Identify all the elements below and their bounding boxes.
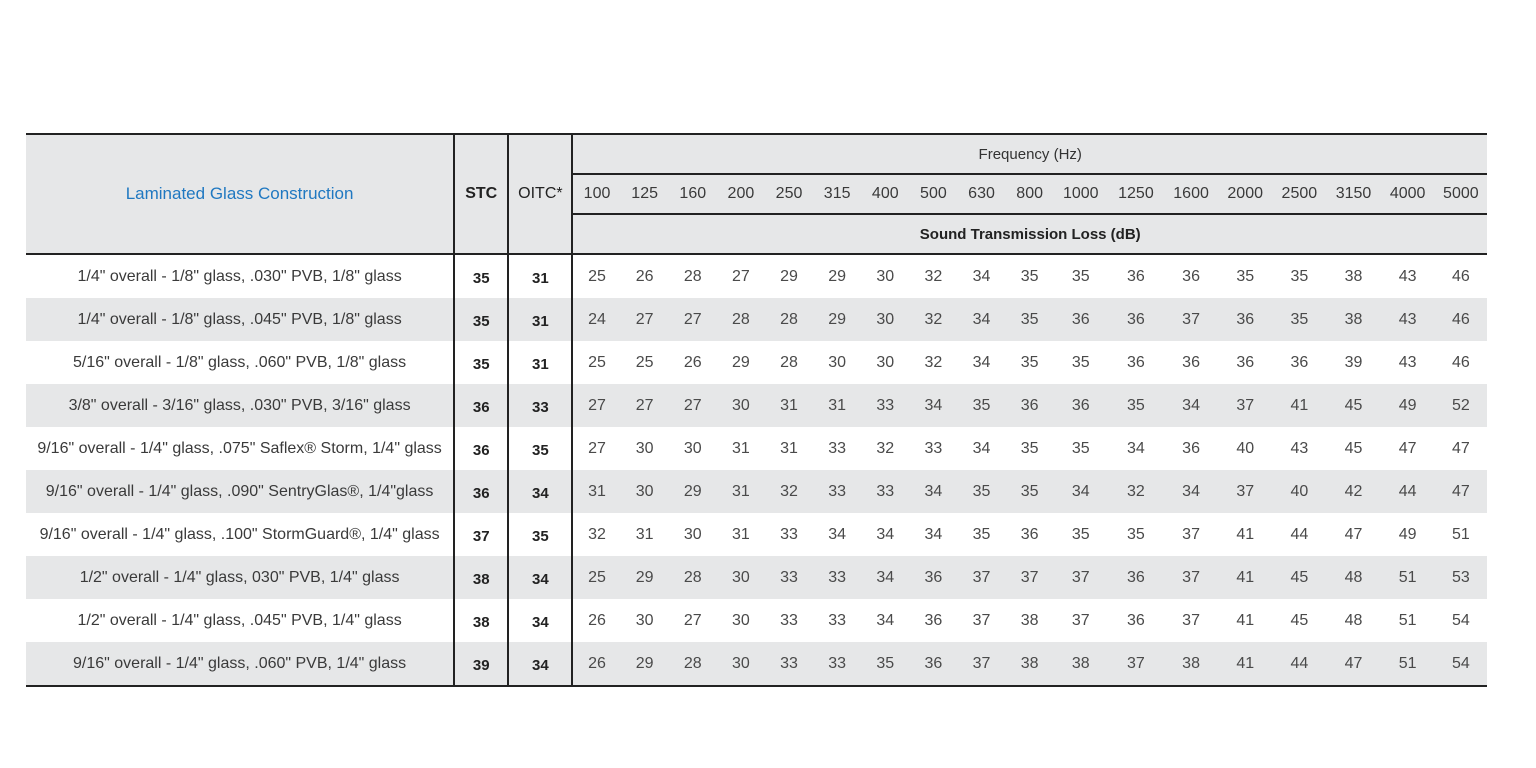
frequency-header-cell: 250 (765, 174, 813, 214)
loss-value-cell: 32 (765, 470, 813, 513)
loss-value-cell: 34 (1054, 470, 1108, 513)
table-body (26, 254, 1487, 686)
loss-value-cell: 31 (765, 384, 813, 427)
loss-value-cell: 36 (1108, 556, 1164, 599)
frequency-header-cell: 100 (572, 174, 620, 214)
oitc-cell: 33 (508, 384, 572, 427)
table-row (26, 470, 1487, 513)
loss-value-cell: 36 (909, 556, 957, 599)
loss-value-cell: 30 (828, 353, 847, 371)
loss-value-cell: 34 (1164, 470, 1218, 513)
table-row (26, 556, 1487, 599)
loss-value-cell: 35 (1020, 439, 1039, 457)
loss-value-cell: 34 (876, 611, 895, 629)
construction-cell: 3/8" overall - 3/16" glass, .030" PVB, 3/16" glass (26, 384, 454, 427)
loss-value-cell: 41 (1236, 525, 1255, 543)
loss-value-cell: 27 (588, 439, 606, 457)
oitc-header: OITC* (508, 134, 572, 254)
loss-value-cell: 35 (1020, 267, 1039, 285)
loss-value-cell: 36 (1108, 298, 1164, 341)
stc-cell: 39 (454, 642, 508, 686)
oitc-cell: 31 (508, 254, 572, 298)
loss-value-cell: 27 (572, 384, 620, 427)
loss-value-cell: 35 (1108, 384, 1164, 427)
loss-value-cell: 27 (669, 384, 717, 427)
loss-value-cell: 36 (1182, 267, 1200, 285)
frequency-header-cell: 1250 (1108, 174, 1164, 214)
loss-value-cell: 32 (1108, 470, 1164, 513)
loss-value-cell: 49 (1398, 525, 1417, 543)
loss-value-cell: 37 (1071, 611, 1090, 629)
loss-value-cell: 27 (683, 611, 702, 629)
loss-value-cell: 44 (1272, 642, 1326, 686)
loss-value-cell: 36 (924, 611, 943, 629)
loss-value-cell: 29 (621, 642, 669, 686)
loss-value-cell: 31 (732, 439, 750, 457)
loss-value-cell: 36 (1054, 298, 1108, 341)
loss-value-cell: 27 (732, 267, 750, 285)
stc-cell: 36 (454, 427, 508, 470)
frequency-header: Frequency (Hz) (572, 134, 1487, 174)
frequency-header-cell: 125 (621, 174, 669, 214)
loss-value-cell: 38 (1020, 611, 1039, 629)
frequency-header-cell: 400 (861, 174, 909, 214)
loss-value-cell: 34 (1127, 439, 1145, 457)
frequency-header-cell: 315 (813, 174, 861, 214)
loss-value-cell: 27 (621, 298, 669, 341)
loss-value-cell: 24 (572, 298, 620, 341)
loss-value-cell: 26 (588, 611, 606, 629)
loss-value-cell: 29 (780, 267, 798, 285)
loss-value-cell: 32 (924, 267, 943, 285)
loss-value-cell: 36 (1218, 298, 1272, 341)
loss-value-cell: 45 (1272, 556, 1326, 599)
loss-value-cell: 28 (683, 267, 702, 285)
loss-value-cell: 36 (1020, 525, 1039, 543)
frequency-header-cell: 5000 (1435, 174, 1487, 214)
stc-cell: 36 (454, 470, 508, 513)
loss-value-cell: 36 (909, 642, 957, 686)
loss-value-cell: 33 (828, 439, 847, 457)
loss-value-cell: 32 (924, 353, 943, 371)
oitc-cell: 31 (508, 298, 572, 341)
loss-value-cell: 34 (957, 298, 1005, 341)
stc-cell: 38 (454, 599, 508, 642)
loss-value-cell: 45 (1326, 384, 1380, 427)
oitc-cell: 34 (508, 556, 572, 599)
loss-value-cell: 46 (1451, 353, 1470, 371)
loss-value-cell: 28 (765, 298, 813, 341)
construction-cell: 1/2" overall - 1/4" glass, .045" PVB, 1/4" glass (26, 599, 454, 642)
sound-transmission-table (26, 133, 1487, 687)
frequency-header-cell: 2000 (1218, 174, 1272, 214)
stc-cell: 38 (454, 556, 508, 599)
loss-value-cell: 30 (683, 439, 702, 457)
loss-value-cell: 43 (1398, 353, 1417, 371)
sound-transmission-table-container (26, 133, 1487, 687)
loss-value-cell: 31 (780, 439, 798, 457)
table-row (26, 384, 1487, 427)
loss-value-cell: 45 (1344, 439, 1363, 457)
loss-value-cell: 40 (1272, 470, 1326, 513)
loss-value-cell: 37 (1218, 470, 1272, 513)
loss-value-cell: 26 (572, 642, 620, 686)
table-row (26, 427, 1487, 470)
loss-value-cell: 49 (1381, 384, 1435, 427)
loss-value-cell: 30 (717, 556, 765, 599)
construction-cell: 9/16" overall - 1/4" glass, .090" SentryGlas®, 1/4"glass (26, 470, 454, 513)
loss-value-cell: 26 (635, 267, 654, 285)
frequency-header-cell: 1000 (1054, 174, 1108, 214)
loss-value-cell: 38 (1054, 642, 1108, 686)
loss-value-cell: 43 (1290, 439, 1309, 457)
table-row (26, 298, 1487, 341)
loss-value-cell: 45 (1290, 611, 1309, 629)
loss-value-cell: 36 (1290, 353, 1309, 371)
loss-value-cell: 43 (1398, 267, 1417, 285)
loss-value-cell: 38 (1326, 298, 1380, 341)
loss-value-cell: 33 (765, 642, 813, 686)
frequency-header-cell: 630 (957, 174, 1005, 214)
loss-value-cell: 33 (765, 556, 813, 599)
loss-value-cell: 46 (1435, 298, 1487, 341)
loss-value-cell: 34 (876, 525, 895, 543)
loss-value-cell: 25 (588, 353, 606, 371)
frequency-header-cell: 4000 (1381, 174, 1435, 214)
construction-cell: 9/16" overall - 1/4" glass, .075" Saflex® Storm, 1/4" glass (26, 427, 454, 470)
loss-value-cell: 46 (1451, 267, 1470, 285)
loss-value-cell: 31 (717, 470, 765, 513)
loss-value-cell: 25 (635, 353, 654, 371)
loss-value-cell: 30 (717, 384, 765, 427)
loss-value-cell: 34 (1164, 384, 1218, 427)
loss-value-cell: 35 (1006, 470, 1054, 513)
loss-value-cell: 35 (957, 470, 1005, 513)
frequency-header-cell: 200 (717, 174, 765, 214)
loss-value-cell: 35 (1272, 298, 1326, 341)
loss-value-cell: 37 (1164, 298, 1218, 341)
loss-value-cell: 32 (876, 439, 895, 457)
loss-value-cell: 35 (972, 525, 991, 543)
table-row (26, 341, 1487, 384)
table-row (26, 599, 1487, 642)
loss-value-cell: 34 (909, 470, 957, 513)
loss-value-cell: 30 (683, 525, 702, 543)
loss-value-cell: 34 (924, 525, 943, 543)
loss-value-cell: 33 (780, 611, 798, 629)
loss-value-cell: 30 (635, 439, 654, 457)
loss-value-cell: 29 (669, 470, 717, 513)
stc-header: STC (454, 134, 508, 254)
loss-value-cell: 30 (861, 298, 909, 341)
table-row (26, 642, 1487, 686)
loss-value-cell: 32 (909, 298, 957, 341)
oitc-cell: 34 (508, 470, 572, 513)
oitc-cell: 31 (508, 341, 572, 384)
loss-value-cell: 25 (572, 556, 620, 599)
oitc-cell: 34 (508, 599, 572, 642)
loss-value-cell: 30 (732, 611, 750, 629)
construction-cell: 1/2" overall - 1/4" glass, 030" PVB, 1/4" glass (26, 556, 454, 599)
loss-value-cell: 30 (876, 353, 895, 371)
loss-value-cell: 41 (1236, 611, 1255, 629)
table-title: Laminated Glass Construction (26, 134, 454, 254)
loss-value-cell: 36 (1236, 353, 1255, 371)
oitc-cell: 35 (508, 513, 572, 556)
loss-value-cell: 28 (669, 556, 717, 599)
loss-value-cell: 37 (1218, 384, 1272, 427)
loss-value-cell: 36 (1182, 439, 1200, 457)
loss-value-cell: 47 (1398, 439, 1417, 457)
loss-value-cell: 35 (1071, 525, 1090, 543)
loss-value-cell: 54 (1451, 611, 1470, 629)
loss-value-cell: 33 (813, 642, 861, 686)
construction-cell: 1/4" overall - 1/8" glass, .030" PVB, 1/8" glass (26, 254, 454, 298)
stc-cell: 35 (454, 254, 508, 298)
loss-value-cell: 48 (1326, 556, 1380, 599)
loss-value-cell: 35 (1020, 353, 1039, 371)
loss-value-cell: 35 (1071, 267, 1090, 285)
frequency-header-cell: 800 (1006, 174, 1054, 214)
loss-value-cell: 37 (957, 642, 1005, 686)
loss-value-cell: 44 (1381, 470, 1435, 513)
loss-value-cell: 37 (1108, 642, 1164, 686)
loss-value-cell: 37 (1006, 556, 1054, 599)
loss-value-cell: 34 (828, 525, 847, 543)
loss-value-cell: 33 (861, 470, 909, 513)
loss-value-cell: 43 (1381, 298, 1435, 341)
construction-cell: 1/4" overall - 1/8" glass, .045" PVB, 1/8" glass (26, 298, 454, 341)
loss-value-cell: 38 (1164, 642, 1218, 686)
loss-value-cell: 31 (572, 470, 620, 513)
loss-value-cell: 35 (1006, 298, 1054, 341)
loss-value-cell: 30 (717, 642, 765, 686)
frequency-header-cell: 2500 (1272, 174, 1326, 214)
loss-value-cell: 33 (828, 611, 847, 629)
loss-value-cell: 47 (1344, 525, 1363, 543)
loss-value-cell: 53 (1435, 556, 1487, 599)
loss-value-cell: 52 (1435, 384, 1487, 427)
loss-value-cell: 30 (635, 611, 654, 629)
oitc-cell: 34 (508, 642, 572, 686)
loss-value-cell: 51 (1381, 642, 1435, 686)
loss-value-cell: 39 (1344, 353, 1363, 371)
frequency-header-cell: 1600 (1164, 174, 1218, 214)
loss-value-cell: 29 (732, 353, 750, 371)
stc-cell: 35 (454, 298, 508, 341)
loss-value-cell: 33 (813, 470, 861, 513)
loss-value-cell: 34 (972, 353, 991, 371)
construction-cell: 9/16" overall - 1/4" glass, .100" StormGuard®, 1/4" glass (26, 513, 454, 556)
loss-value-cell: 27 (669, 298, 717, 341)
loss-value-cell: 37 (1054, 556, 1108, 599)
loss-value-cell: 29 (828, 267, 847, 285)
frequency-header-cell: 3150 (1326, 174, 1380, 214)
loss-value-cell: 37 (1164, 556, 1218, 599)
loss-value-cell: 37 (1182, 611, 1200, 629)
loss-value-cell: 47 (1451, 439, 1470, 457)
loss-value-cell: 34 (972, 267, 991, 285)
loss-value-cell: 33 (813, 556, 861, 599)
loss-value-cell: 37 (1182, 525, 1200, 543)
loss-value-cell: 34 (972, 439, 991, 457)
loss-value-cell: 28 (780, 353, 798, 371)
loss-value-cell: 30 (876, 267, 895, 285)
loss-value-cell: 33 (924, 439, 943, 457)
loss-value-cell: 35 (1290, 267, 1309, 285)
oitc-cell: 35 (508, 427, 572, 470)
loss-value-cell: 29 (813, 298, 861, 341)
loss-value-cell: 37 (972, 611, 991, 629)
loss-value-cell: 29 (621, 556, 669, 599)
loss-value-cell: 34 (909, 384, 957, 427)
loss-value-cell: 31 (635, 525, 654, 543)
loss-value-cell: 30 (621, 470, 669, 513)
frequency-header-cell: 160 (669, 174, 717, 214)
loss-value-cell: 51 (1398, 611, 1417, 629)
loss-value-cell: 33 (861, 384, 909, 427)
loss-value-cell: 36 (1054, 384, 1108, 427)
loss-value-cell: 35 (1071, 439, 1090, 457)
loss-value-cell: 32 (588, 525, 606, 543)
loss-value-cell: 35 (1071, 353, 1090, 371)
construction-cell: 5/16" overall - 1/8" glass, .060" PVB, 1/8" glass (26, 341, 454, 384)
loss-value-cell: 25 (588, 267, 606, 285)
loss-value-cell: 42 (1326, 470, 1380, 513)
loss-value-cell: 27 (621, 384, 669, 427)
loss-value-cell: 38 (1344, 267, 1363, 285)
loss-value-cell: 34 (861, 556, 909, 599)
table-row (26, 513, 1487, 556)
loss-value-cell: 51 (1381, 556, 1435, 599)
frequency-header-cell: 500 (909, 174, 957, 214)
loss-value-cell: 28 (717, 298, 765, 341)
loss-value-cell: 36 (1182, 353, 1200, 371)
loss-value-cell: 41 (1272, 384, 1326, 427)
loss-value-cell: 31 (813, 384, 861, 427)
loss-value-cell: 44 (1290, 525, 1309, 543)
loss-value-cell: 31 (732, 525, 750, 543)
loss-value-cell: 47 (1326, 642, 1380, 686)
loss-value-cell: 36 (1127, 267, 1145, 285)
loss-value-cell: 36 (1006, 384, 1054, 427)
loss-value-cell: 36 (1127, 611, 1145, 629)
loss-value-cell: 40 (1236, 439, 1255, 457)
loss-value-cell: 36 (1127, 353, 1145, 371)
loss-value-cell: 35 (1236, 267, 1255, 285)
stc-cell: 36 (454, 384, 508, 427)
loss-value-cell: 28 (669, 642, 717, 686)
loss-value-cell: 33 (780, 525, 798, 543)
construction-cell: 9/16" overall - 1/4" glass, .060" PVB, 1/4" glass (26, 642, 454, 686)
table-row (26, 254, 1487, 298)
loss-value-cell: 35 (957, 384, 1005, 427)
loss-value-cell: 54 (1435, 642, 1487, 686)
loss-value-cell: 48 (1344, 611, 1363, 629)
loss-value-cell: 41 (1218, 556, 1272, 599)
loss-value-cell: 26 (683, 353, 702, 371)
loss-value-cell: 51 (1451, 525, 1470, 543)
stc-cell: 37 (454, 513, 508, 556)
loss-value-cell: 41 (1218, 642, 1272, 686)
loss-value-cell: 37 (957, 556, 1005, 599)
loss-value-cell: 35 (861, 642, 909, 686)
loss-value-cell: 35 (1127, 525, 1145, 543)
sound-transmission-loss-header: Sound Transmission Loss (dB) (572, 214, 1487, 254)
loss-value-cell: 47 (1435, 470, 1487, 513)
loss-value-cell: 38 (1006, 642, 1054, 686)
stc-cell: 35 (454, 341, 508, 384)
